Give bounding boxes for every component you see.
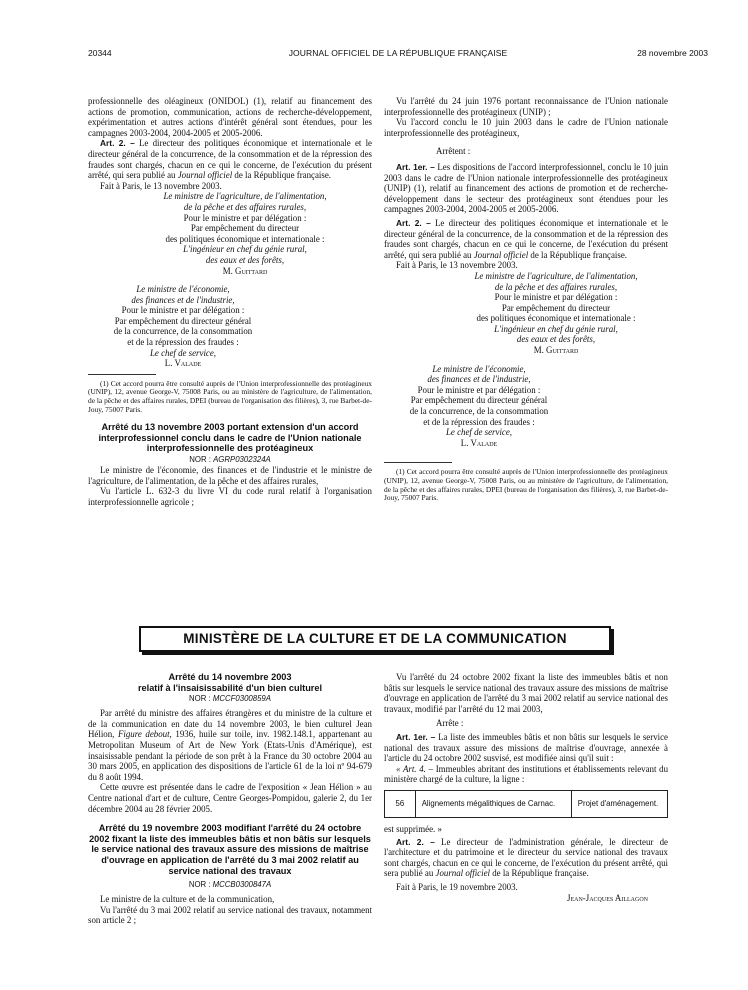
arrete: Arrête : <box>436 718 464 729</box>
nor-code: MCCF0300859A <box>212 694 271 704</box>
article-label: Art. 2. – <box>100 138 135 149</box>
done-at-line: Fait à Paris, le 13 novembre 2003. <box>396 260 518 271</box>
arrete-title: Arrêté du 19 novembre 2003 modifiant l'arrêté du 24 octobre 2002 fixant la liste des immeubles bâtis et non bâtis sur lesquels le service national des travaux assure des missions de maîtrise d'ouvrage en application de l'arrêté du 3 mai 2002 relatif au service national des travaux <box>89 823 371 876</box>
article-label: Art. 1er. – <box>396 731 436 742</box>
nor-line: NOR : AGRP0302324A <box>189 455 271 464</box>
page-header <box>88 48 708 62</box>
article-label: Art. 1er. – <box>396 161 435 172</box>
page-number: 20344 <box>88 48 112 58</box>
article-label: Art. 2. – <box>396 836 435 847</box>
article-1: Art. 1er. – Les dispositions de l'accord interprofessionnel, conclu le 10 juin 2003 dans le cadre de l'Union nationale interprofessionnelle des protéagineux (UNIP) (1), relatif au financement des actions de promotion et de recherche-développement dans le secteur des protéagineux sont étendues pour les campagnes 2003-2004, 2004-2005 et 2005-2006. <box>384 161 669 215</box>
table-row <box>385 790 668 817</box>
nor-line: NOR : MCCF0300859A <box>189 694 271 704</box>
signatory-name: L. Valade <box>164 358 202 369</box>
paragraph: Vu l'arrêté du 24 octobre 2002 fixant la liste des immeubles bâtis et non bâtis sur lesquels le service national des travaux assure des missions de maîtrise d'ouvrage en application de l'arrêté du 3 mai 2002 relatif au service national des travaux, modifié par l'arrêté du 12 mai 2003, <box>384 672 668 714</box>
nor-code: MCCB0300847A <box>212 880 272 890</box>
paragraph: Le ministre de la culture et de la communication, <box>100 894 275 905</box>
footnote: (1) Cet accord pourra être consulté auprès de l'Union interprofessionnelle des protéagineux (UNIP), 12, avenue George-V, 75008 Paris, ou au ministère de l'agriculture, de l'alimentation, de la pêche et des affaires rurales, DPEI (bureau de l'organisation des filières), 3, rue Barbet-de-Jouy, 75007 Paris. <box>384 467 668 503</box>
table-cell-name: Alignements mégalithiques de Carnac. <box>415 790 571 817</box>
paragraph: Vu l'accord conclu le 10 juin 2003 dans le cadre de l'Union nationale interprofessionnelle des protéagineux, <box>384 117 668 138</box>
footnote-rule <box>384 462 452 463</box>
signature-block-economy: Le ministre de l'économie, des finances et de l'industrie, Pour le ministre et par délégation : Par empêchement du directeur général de la concurrence, de la consommation et de la répression des fraudes : Le chef de service, L. Valade <box>384 364 574 449</box>
right-column-bottom <box>384 672 668 903</box>
paragraph: professionnelle des oléagineux (ONIDOL) (1), relatif au financement des actions de promotion, communication, actions de recherche-développement, expérimentation et autres actions d'intérêt général sont étendues, pour les campagnes 2003-2004, 2004-2005 et 2005-2006. <box>88 96 372 138</box>
paragraph: Vu l'arrêté du 3 mai 2002 relatif au service national des travaux, notamment son article 2 ; <box>88 904 372 926</box>
paragraph: Par arrêté du ministre des affaires étrangères et du ministre de la culture et de la communication en date du 14 novembre 2003, le bien culturel Jean Hélion, Figure debout, 1936, huile sur toile, inv. 1982.148.1, appartenant au Metropolitan Museum of Art de New York (Etats-Unis d'Amérique), est insaisissable pendant la période de son prêt à la France du 30 octobre 2004 au 30 mars 2005, en application des dispositions de l'article 61 de la loi nº 94-679 du 8 août 1994. <box>88 708 373 782</box>
paragraph: Cette œuvre est présentée dans le cadre de l'exposition « Jean Hélion » au Centre national d'art et de culture, Centre Georges-Pompidou, galerie 2, du 1er décembre 2004 au 28 février 2005. <box>88 782 372 814</box>
done-at-line: Fait à Paris, le 13 novembre 2003. <box>100 180 222 191</box>
signatory-name: Jean-Jacques Aillagon <box>567 892 648 903</box>
signatory-name: M. Guittard <box>533 345 579 356</box>
arrete-title: Arrêté du 13 novembre 2003 portant extension d'un accord interprofessionnel conclu dans le cadre de l'Union nationale interprofessionnelle des protéagineux <box>98 422 362 454</box>
left-column-top <box>88 96 372 507</box>
arrete-title: Arrêté du 14 novembre 2003 <box>168 672 292 682</box>
quoted-article: « Art. 4. – Immeubles abritant des institutions et établissements relevant du ministère chargé de la culture, la ligne : <box>384 763 669 785</box>
journal-title: JOURNAL OFFICIEL DE LA RÉPUBLIQUE FRANÇAISE <box>288 48 508 58</box>
left-column-bottom <box>88 672 372 926</box>
article-label: Art. 2. – <box>396 217 431 228</box>
footnote-rule <box>88 374 156 375</box>
article-2: Art. 2. – Le directeur de l'administration générale, le directeur de l'architecture et du patrimoine et le directeur du service national des travaux sont chargés, chacun en ce qui le concerne, de l'exécution du présent arrêté, qui sera publié au Journal officiel de la République française. <box>384 836 668 879</box>
nor-code: AGRP0302324A <box>213 455 271 464</box>
signature-block-agriculture: Le ministre de l'agriculture, de l'alimentation, de la pêche et des affaires rurales, Pour le ministre et par délégation : Par empêchement du directeur des politiques économique et internationale : L'ingénieur en chef du génie rural, des eaux et des forêts, M. Guittard <box>444 271 668 356</box>
signatory-name: L. Valade <box>460 437 498 448</box>
arrete-subtitle: relatif à l'insaisissabilité d'un bien culturel <box>137 682 323 693</box>
signature-block-economy: Le ministre de l'économie, des finances et de l'industrie, Pour le ministre et par délégation : Par empêchement du directeur général de la concurrence, de la consommation et de la répression des fraudes : Le chef de service, L. Valade <box>88 284 278 369</box>
paragraph: Le ministre de l'économie, des finances et de l'industrie et le ministre de l'agriculture, de l'alimentation, de la pêche et des affaires rurales, <box>88 465 372 486</box>
done-at-line: Fait à Paris, le 19 novembre 2003. <box>396 881 518 892</box>
paragraph: est supprimée. » <box>384 823 442 834</box>
monument-table <box>384 790 668 818</box>
article-1: Art. 1er. – La liste des immeubles bâtis et non bâtis sur lesquels le service national des travaux assure des missions de maîtrise d'ouvrage, annexée à l'article du 24 octobre 2002 susvisé, est modifiée ainsi qu'il suit : <box>384 731 668 764</box>
issue-date: 28 novembre 2003 <box>637 48 708 58</box>
footnote: (1) Cet accord pourra être consulté auprès de l'Union interprofessionnelle des protéagineux (UNIP), 12, avenue George-V, 75008 Paris, ou au ministère de l'agriculture, de l'alimentation, de la pêche et des affaires rurales, DPEI (bureau de l'organisation des filières), 3, rue Barbet-de-Jouy, 75007 Paris. <box>88 378 372 414</box>
right-column-top <box>384 96 668 503</box>
article-2: Art. 2. – Le directeur des politiques économique et internationale et le directeur général de la concurrence, de la consommation et de la répression des fraudes sont chargés, chacun en ce qui le concerne, de l'exécution du présent arrêté, qui sera publié au Journal officiel de la République française. <box>88 138 372 181</box>
signature-block-agriculture: Le ministre de l'agriculture, de l'alimentation, de la pêche et des affaires rurales, Pour le ministre et par délégation : Par empêchement du directeur des politiques économique et internationale : L'ingénieur en chef du génie rural, des eaux et des forêts, M. Guittard <box>118 191 372 276</box>
paragraph: Vu l'arrêté du 24 juin 1976 portant reconnaissance de l'Union nationale interprofessionnelle des protéagineux (UNIP) ; <box>384 96 668 117</box>
arretent: Arrêtent : <box>436 146 471 157</box>
table-cell-number: 56 <box>385 790 416 817</box>
nor-line: NOR : MCCB0300847A <box>188 880 272 890</box>
article-2: Art. 2. – Le directeur des politiques économique et internationale et le directeur général de la concurrence, de la consommation et de la répression des fraudes sont chargés, chacun en ce qui le concerne, de l'exécution du présent arrêté, qui sera publié au Journal officiel de la République française. <box>384 217 668 260</box>
table-cell-type: Projet d'aménagement. <box>571 790 667 817</box>
ministry-banner: MINISTÈRE DE LA CULTURE ET DE LA COMMUNICATION <box>139 626 611 652</box>
paragraph: Vu l'article L. 632-3 du livre VI du code rural relatif à l'organisation interprofessionnelle agricole ; <box>88 486 372 507</box>
signatory-name: M. Guittard <box>222 265 268 276</box>
